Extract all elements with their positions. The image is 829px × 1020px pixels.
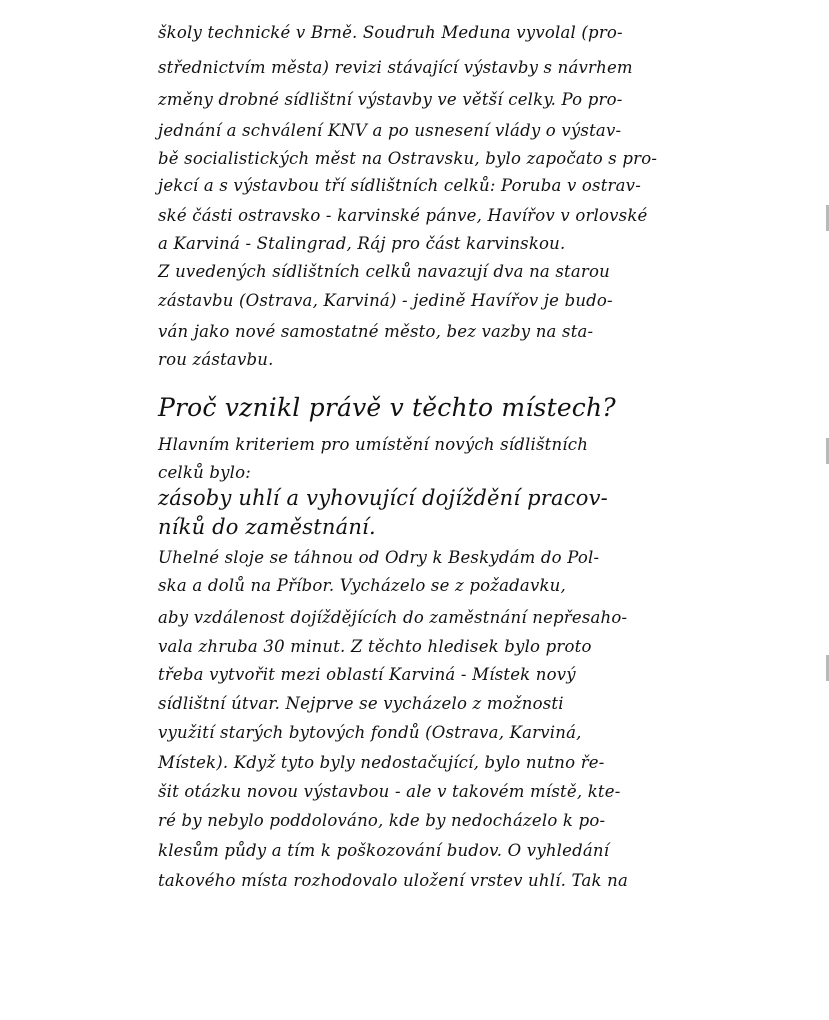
text-line: využití starých bytových fondů (Ostrava, Karviná, — [158, 723, 582, 742]
text-line: ska a dolů na Příbor. Vycházelo se z požadavku, — [158, 576, 566, 595]
text-line: střednictvím města) revizi stávající výstavby s návrhem — [158, 58, 633, 77]
text-line: takového místa rozhodovalo uložení vrstev uhlí. Tak na — [158, 871, 629, 890]
text-line: změny drobné sídlištní výstavby ve větší celky. Po pro- — [158, 90, 623, 109]
text-line: třeba vytvořit mezi oblastí Karviná - Místek nový — [158, 665, 576, 684]
text-line: ské části ostravsko - karvinské pánve, Havířov v orlovské — [158, 206, 648, 225]
emphasized-line: níků do zaměstnání. — [158, 515, 376, 539]
text-line: Z uvedených sídlištních celků navazují dva na starou — [158, 262, 610, 281]
text-line: rou zástavbu. — [158, 350, 274, 369]
text-line: Místek). Když tyto byly nedostačující, bylo nutno ře- — [158, 753, 605, 772]
text-line: klesům půdy a tím k poškozování budov. O vyhledání — [158, 841, 610, 860]
text-line: sídlištní útvar. Nejprve se vycházelo z možnosti — [158, 694, 564, 713]
text-line: vala zhruba 30 minut. Z těchto hledisek bylo proto — [158, 637, 592, 656]
text-line: jekcí a s výstavbou tří sídlištních celků: Poruba v ostrav- — [158, 176, 641, 195]
text-line: a Karviná - Stalingrad, Ráj pro část karvinskou. — [158, 234, 566, 253]
text-line: celků bylo: — [158, 463, 252, 482]
text-line: zástavbu (Ostrava, Karviná) - jedině Havířov je budo- — [158, 291, 613, 310]
text-line: ván jako nové samostatné město, bez vazby na sta- — [158, 322, 594, 341]
text-line: ré by nebylo poddolováno, kde by nedocházelo k po- — [158, 811, 606, 830]
emphasized-line: zásoby uhlí a vyhovující dojíždění pracov- — [158, 486, 608, 510]
text-line: jednání a schválení KNV a po usnesení vlády o výstav- — [158, 121, 622, 140]
text-line: šit otázku novou výstavbou - ale v takovém místě, kte- — [158, 782, 621, 801]
text-line: Hlavním kriteriem pro umístění nových sídlištních — [158, 435, 589, 454]
text-line: Uhelné sloje se táhnou od Odry k Beskydám do Pol- — [158, 548, 600, 567]
section-heading: Proč vznikl právě v těchto místech? — [158, 393, 616, 422]
text-line: bě socialistických měst na Ostravsku, bylo započato s pro- — [158, 149, 658, 168]
text-line: školy technické v Brně. Soudruh Meduna vyvolal (pro- — [158, 23, 623, 42]
text-line: aby vzdálenost dojíždějících do zaměstnání nepřesaho- — [158, 608, 628, 627]
